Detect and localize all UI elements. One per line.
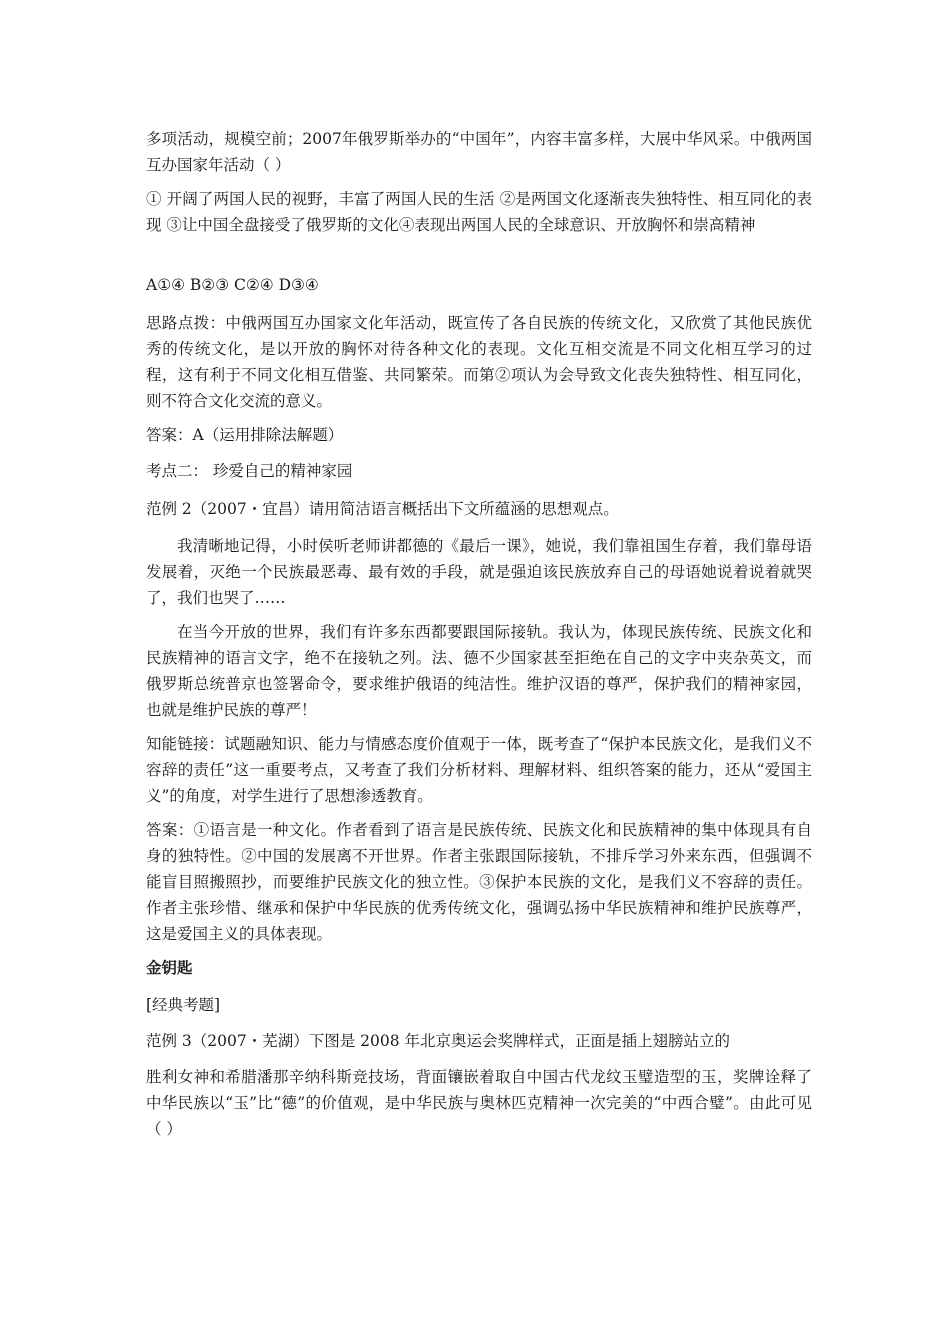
knowledge-link-paragraph: 知能链接：试题融知识、能力与情感态度价值观于一体，既考查了“保护本民族文化，是我们义不容辞的责任”这一重要考点，又考查了我们分析材料、理解材料、组织答案的能力，还从“爱国主义”的角度，对学生进行了思想渗透教育。 [146,735,812,805]
answer-choices: A①④ B②③ C②④ D③④ [146,276,319,294]
passage-paragraph-1: 我清晰地记得，小时侯听老师讲都德的《最后一课》，她说，我们靠祖国生存着，我们靠母语发展着，灭绝一个民族最恶毒、最有效的手段，就是强迫该民族放弃自己的母语她说着说着就哭了，我们也哭了…… [146,537,812,607]
example-2-prompt: 范例 2（2007・宜昌）请用简洁语言概括出下文所蕴涵的思想观点。 [146,500,619,518]
example-3-body: 胜利女神和希腊潘那辛纳科斯竞技场，背面镶嵌着取自中国古代龙纹玉璧造型的玉，奖牌诠释了中华民族以“玉”比“德”的价值观，是中华民族与奥林匹克精神一次完美的“中西合璧”。由此可见（ ） [146,1068,812,1138]
question-stem: 多项活动，规模空前；2007年俄罗斯举办的“中国年”，内容丰富多样，大展中华风采。中俄两国互办国家年活动（ ） [146,130,812,174]
answer-line: 答案：A（运用排除法解题） [146,426,344,444]
golden-key-heading: 金钥匙 [146,959,193,977]
example-3-intro: 范例 3（2007・芜湖）下图是 2008 年北京奥运会奖牌样式，正面是插上翅膀站立的 [146,1032,731,1050]
section-heading: 考点二： 珍爱自己的精神家园 [146,462,353,480]
classic-questions-label: [经典考题] [146,996,221,1014]
analysis-paragraph: 思路点拨：中俄两国互办国家文化年活动，既宣传了各自民族的传统文化，又欣赏了其他民族优秀的传统文化，是以开放的胸怀对待各种文化的表现。文化互相交流是不同文化相互学习的过程，这有利于不同文化相互借鉴、共同繁荣。而第②项认为会导致文化丧失独特性、相互同化，则不符合文化交流的意义。 [146,314,812,410]
question-options-text: ① 开阔了两国人民的视野，丰富了两国人民的生活 ②是两国文化逐渐丧失独特性、相互同化的表现 ③让中国全盘接受了俄罗斯的文化④表现出两国人民的全球意识、开放胸怀和崇高精神 [146,190,812,234]
passage-paragraph-2: 在当今开放的世界，我们有许多东西都要跟国际接轨。我认为，体现民族传统、民族文化和民族精神的语言文字，绝不在接轨之列。法、德不少国家甚至拒绝在自己的文字中夹杂英文，而俄罗斯总统普京也签署命令，要求维护俄语的纯洁性。维护汉语的尊严，保护我们的精神家园，也就是维护民族的尊严！ [146,623,812,719]
answer-paragraph: 答案：①语言是一种文化。作者看到了语言是民族传统、民族文化和民族精神的集中体现具有自身的独特性。②中国的发展离不开世界。作者主张跟国际接轨，不排斥学习外来东西，但强调不能盲目照搬照抄，而要维护民族文化的独立性。③保护本民族的文化，是我们义不容辞的责任。作者主张珍惜、继承和保护中华民族的优秀传统文化，强调弘扬中华民族精神和维护民族尊严，这是爱国主义的具体表现。 [146,821,812,943]
